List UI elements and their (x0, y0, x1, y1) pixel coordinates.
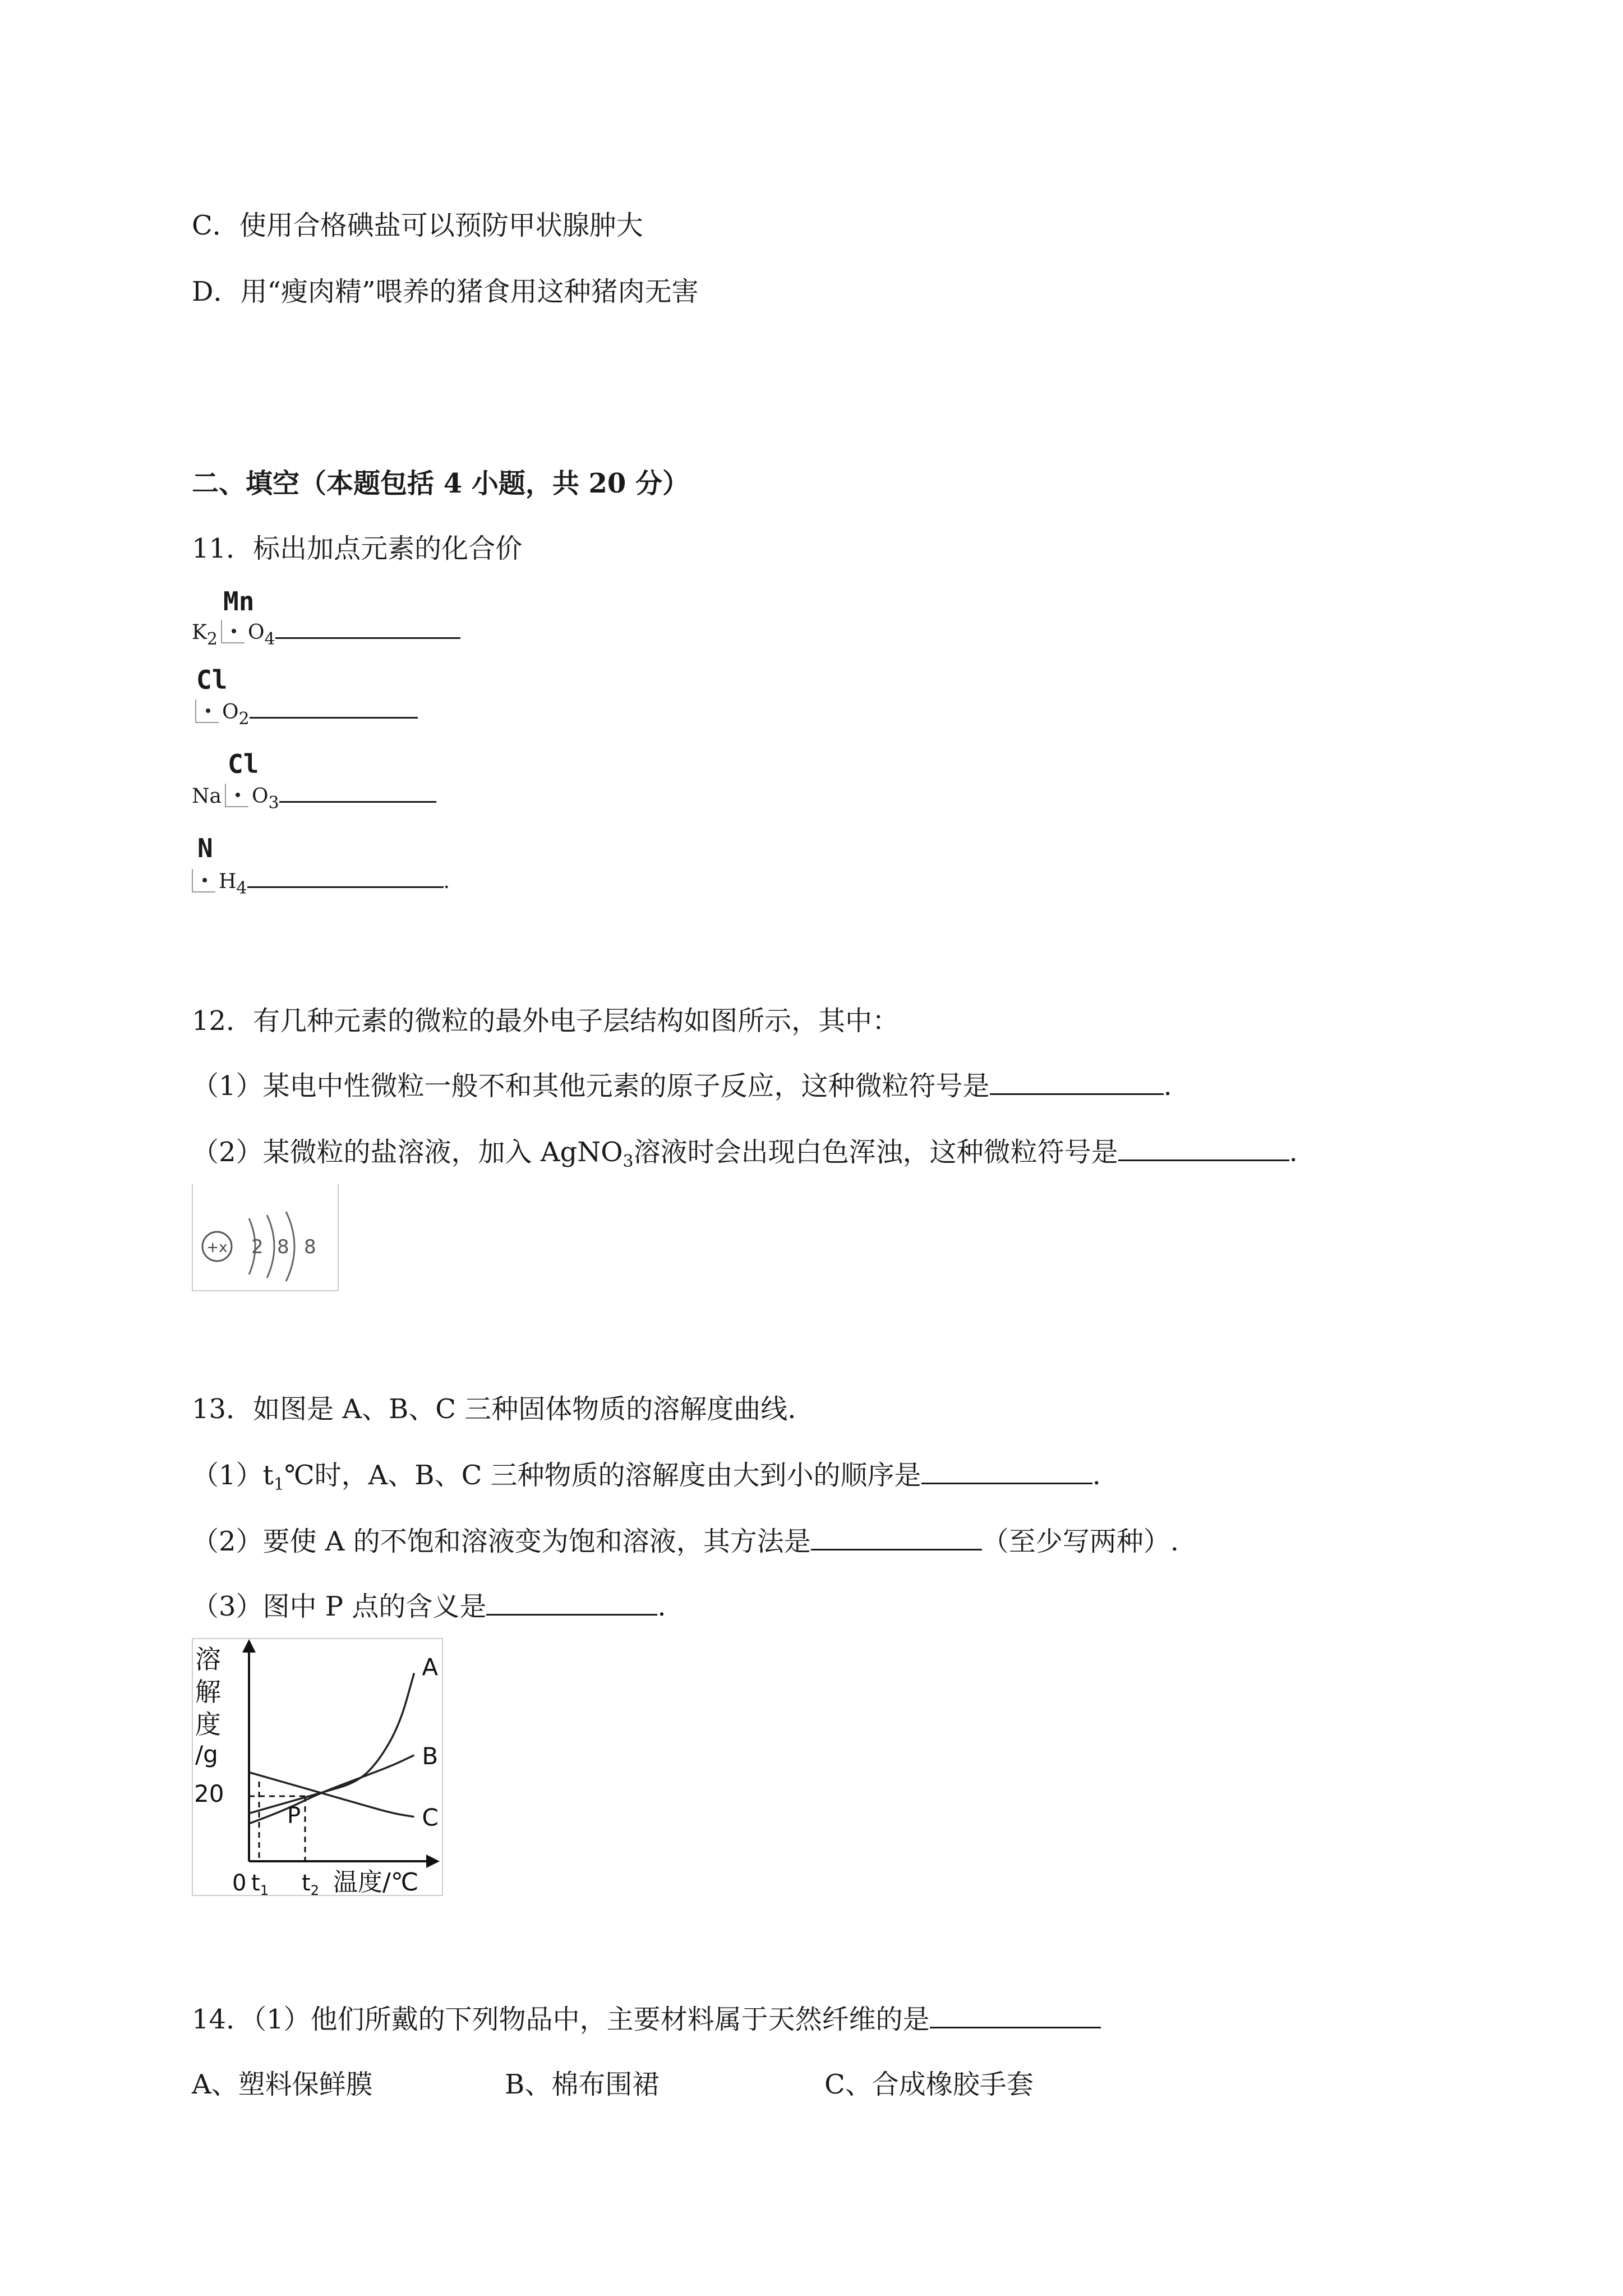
atom-structure-figure (192, 1184, 339, 1291)
nucleus-label: +x (206, 1239, 228, 1256)
curve-c (249, 1772, 414, 1816)
ylabel-char-1: 溶 (195, 1644, 221, 1674)
y-axis-arrow (242, 1639, 256, 1653)
point-p-label: P (287, 1803, 301, 1829)
section-heading: 二、填空（本题包括 4 小题，共 20 分） (192, 468, 690, 499)
option-c: C．使用合格碘盐可以预防甲状腺肿大 (192, 210, 643, 241)
q12-part1: （1）某电中性微粒一般不和其他元素的原子反应，这种微粒符号是 . (192, 1070, 1172, 1102)
answer-blank[interactable] (486, 1591, 657, 1616)
shell-count-2: 8 (277, 1236, 289, 1258)
answer-blank[interactable] (921, 1460, 1092, 1484)
q14-option-a: A、塑料保鲜膜 (192, 2069, 373, 2100)
x-axis-arrow (426, 1855, 440, 1868)
q13-part3: （3）图中 P 点的含义是 . (192, 1591, 666, 1622)
option-d: D．用“瘦肉精”喂养的猪食用这种猪肉无害 (192, 276, 699, 307)
q11-element-3: Cl (228, 749, 259, 779)
shell-count-1: 2 (251, 1236, 264, 1258)
dot-marker (195, 700, 219, 723)
q14-option-c: C、合成橡胶手套 (824, 2069, 1034, 2100)
curve-label-a: A (422, 1653, 439, 1681)
q14-stem: 14．（1）他们所戴的下列物品中，主要材料属于天然纤维的是 (192, 2003, 1101, 2036)
xlabel: 温度/℃ (333, 1868, 419, 1895)
ylabel-char-2: 解 (195, 1677, 221, 1707)
shell-arc-2 (267, 1215, 274, 1278)
curve-b (249, 1755, 414, 1824)
xtick-t1: $t_1$ (251, 1870, 269, 1895)
dot-marker (192, 869, 215, 892)
answer-blank[interactable] (811, 1526, 982, 1550)
atom-structure-diagram (193, 1184, 338, 1290)
dot-marker (225, 784, 248, 807)
solubility-chart (193, 1639, 442, 1895)
solubility-chart-figure (192, 1638, 443, 1896)
q11-stem: 11．标出加点元素的化合价 (192, 533, 523, 564)
ylabel-char-3: 度 (195, 1709, 221, 1740)
q14-option-b: B、棉布围裙 (505, 2069, 660, 2100)
q12-stem: 12．有几种元素的微粒的最外电子层结构如图所示，其中： (192, 1005, 900, 1037)
answer-blank[interactable] (930, 2004, 1101, 2028)
curve-label-c: C (422, 1803, 439, 1832)
curve-a (249, 1673, 414, 1814)
q12-part2: （2）某微粒的盐溶液，加入 AgNO$_3$溶液时会出现白色浑浊，这种微粒符号是 . (192, 1137, 1298, 1171)
q13-part2: （2）要使 A 的不饱和溶液变为饱和溶液，其方法是 （至少写两种）. (192, 1526, 1179, 1557)
curve-label-b: B (422, 1742, 439, 1770)
answer-blank[interactable] (279, 779, 436, 803)
answer-blank[interactable] (1118, 1137, 1289, 1161)
q11-element-2: Cl (196, 665, 228, 695)
q11-element-1: Mn (223, 586, 255, 616)
shell-count-3: 8 (304, 1236, 316, 1258)
q13-part1: $(1)t_1℃$时，A、B、C 三种物质的溶解度由大到小的顺序是 . (192, 1460, 1101, 1494)
q11-element-4: N (197, 833, 213, 863)
answer-blank[interactable] (247, 864, 444, 888)
ylabel-char-4: /g (195, 1741, 218, 1768)
answer-blank[interactable] (990, 1071, 1164, 1095)
answer-blank[interactable] (275, 615, 460, 639)
xtick-0: 0 (232, 1870, 247, 1895)
q13-stem: 13．如图是 A、B、C 三种固体物质的溶解度曲线. (192, 1393, 796, 1425)
answer-blank[interactable] (250, 694, 418, 719)
dot-marker (221, 620, 245, 643)
ytick-20: 20 (194, 1780, 224, 1807)
series-layer (249, 1654, 439, 1832)
xtick-t2: $t_2$ (302, 1870, 319, 1895)
